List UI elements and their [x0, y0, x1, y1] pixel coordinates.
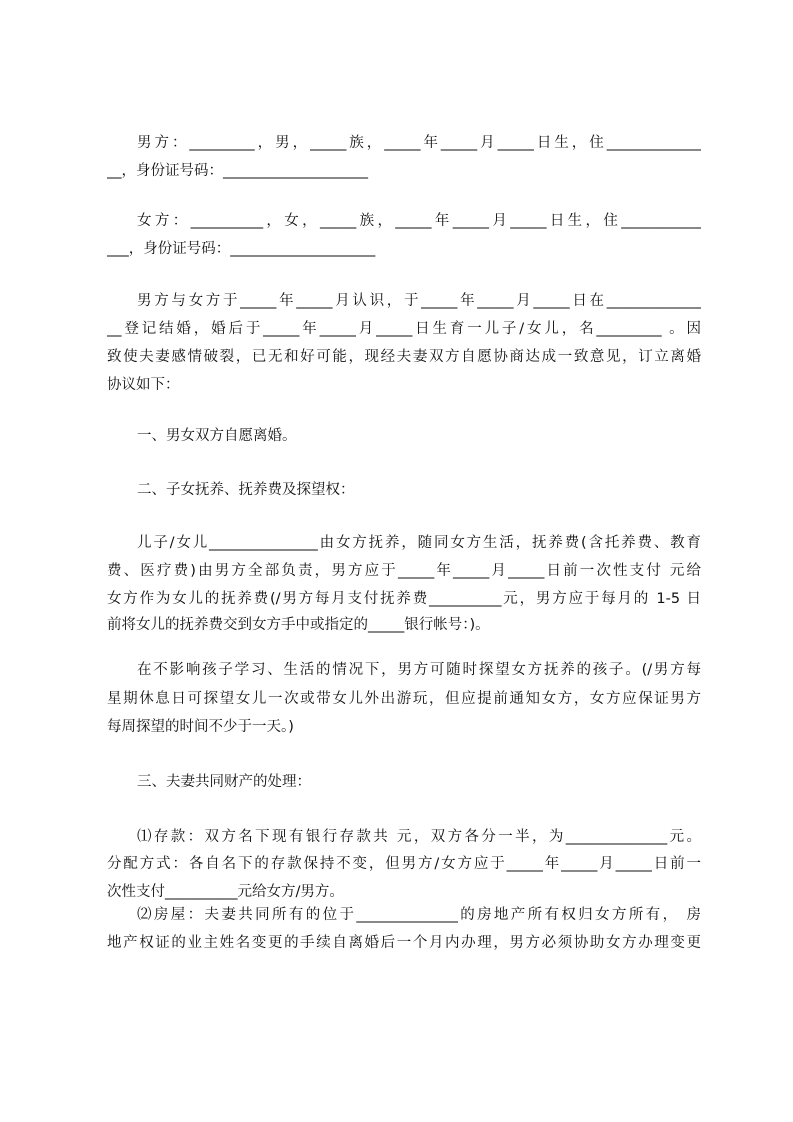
document-text-line: ⑵房屋：夫妻共同所有的位于______________的房地产所有权归女方所有， 房 — [137, 907, 701, 923]
document-text-line: 前将女儿的抚养费交到女方手中或指定的_____银行帐号：)。 — [107, 617, 490, 633]
document-text-line: 女方作为女儿的抚养费(/男方每月支付抚养费__________元，男方应于每月的 1-5 日 — [107, 591, 701, 607]
document-text-line: 星期休息日可探望女儿一次或带女儿外出游玩，但应提前通知女方，女方应保证男方 — [107, 691, 701, 707]
document-text-line: 费、医疗费)由男方全部负责，男方应于_____年_____月_____日前一次性支付 元给 — [107, 563, 701, 579]
document-text-line: 致使夫妻感情破裂，已无和好可能，现经夫妻双方自愿协商达成一致意见，订立离婚 — [107, 349, 701, 365]
document-text-line: 男方与女方于_____年_____月认识，于_____年_____月_____日在_____________ — [137, 293, 701, 309]
document-text-line: 三、夫妻共同财产的处理： — [137, 774, 311, 790]
document-text-line: 男方：_________，男，_____族，_____年_____月_____日生，住_____________ — [137, 135, 701, 151]
document-text-line: 协议如下： — [107, 377, 180, 393]
document-text-line: 儿子/女儿_______________由女方抚养，随同女方生活，抚养费(含托养费、教育 — [137, 535, 701, 551]
document-text-line: 女方：__________，女，_____族，_____年_____月_____日生，住___________ — [137, 213, 701, 229]
document-text-line: ___，身份证号码：____________________ — [107, 241, 376, 257]
document-text-line: ⑴存款：双方名下现有银行存款共 元，双方各分一半，为______________元。 — [137, 829, 701, 845]
document-text-line: __登记结婚，婚后于_____年_____月_____日生育一儿子/女儿，名_________ 。因 — [107, 321, 701, 337]
document-text-line: 一、男女双方自愿离婚。 — [137, 428, 297, 444]
document-text-line: 每周探望的时间不少于一天。) — [107, 719, 294, 735]
document-text-line: 在不影响孩子学习、生活的情况下，男方可随时探望女方抚养的孩子。(/男方每 — [137, 662, 701, 678]
document-text-line: 次性支付__________元给女方/男方。 — [107, 884, 344, 900]
document-text-line: 地产权证的业主姓名变更的手续自离婚后一个月内办理，男方必须协助女方办理变更 — [107, 935, 701, 951]
document-text-line: 二、子女抚养、抚养费及探望权： — [137, 482, 355, 498]
document-text-line: __，身份证号码：____________________ — [107, 163, 368, 179]
document-text-line: 分配方式：各自名下的存款保持不变，但男方/女方应于_____年_____月_____日前一 — [107, 856, 701, 872]
